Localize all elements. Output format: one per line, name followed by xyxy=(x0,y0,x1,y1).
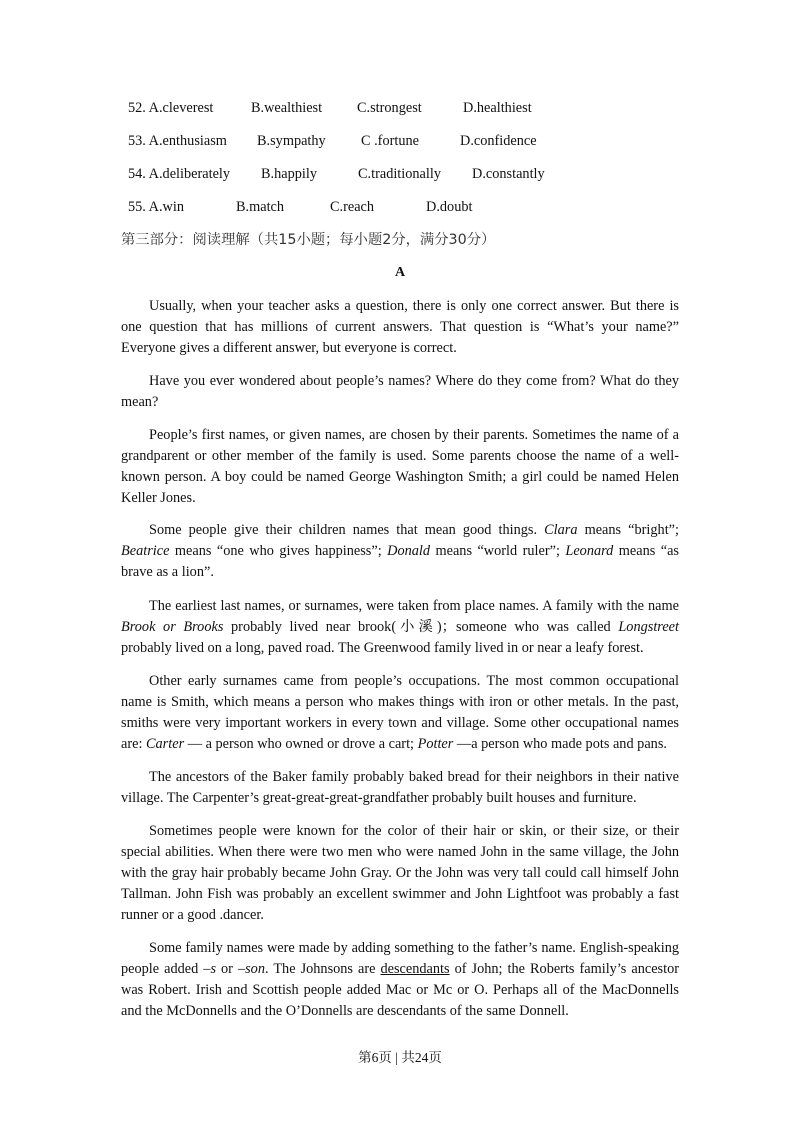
suffix-s: –s xyxy=(203,961,217,977)
paragraph-7 xyxy=(121,767,679,809)
option-55-a: 55. A.win xyxy=(128,199,185,215)
option-54-d: D.constantly xyxy=(472,166,545,182)
paragraph-4-text: means “one who gives happiness”; xyxy=(169,543,388,559)
paragraph-9-text: of John; the Roberts family’s ancestor was Robert. Irish and Scottish people added Mac or Mc or O. Perhaps all of the MacDonnells and the McDonnells and the O’Donnells are descendants of the same Donnell. xyxy=(121,961,680,1019)
paragraph-5-text: probably lived near brook(小溪)；someone who was called xyxy=(223,619,619,635)
paragraph-8 xyxy=(121,821,679,926)
name-potter: Potter xyxy=(417,736,454,752)
suffix-son: –son xyxy=(237,961,265,977)
page-footer: 第6页 | 共24页 xyxy=(358,1050,442,1065)
paragraph-5-text: The earliest last names, or surnames, were taken from place names. A family with the name xyxy=(149,598,679,614)
name-clara: Clara xyxy=(544,522,578,538)
paragraph-4 xyxy=(121,520,679,583)
paragraph-2 xyxy=(121,371,679,413)
paragraph-5 xyxy=(121,596,679,659)
option-53-d: D.confidence xyxy=(460,133,537,149)
paragraph-1 xyxy=(121,296,679,359)
option-54-a: 54. A.deliberately xyxy=(128,166,231,182)
paragraph-8-text: Sometimes people were known for the color of their hair or skin, or their size, or their special abilities. When there were two men who were named John in the same village, the John with the gray hair probably became John Gray. Or the John was very tall could call himself John Tallman. John Fish was probably an excellent swimmer and John Lightfoot was probably a fast runner or a good .dancer. xyxy=(121,823,679,923)
paragraph-1-text: Usually, when your teacher asks a question, there is only one correct answer. But there is one question that has millions of current answers. That question is “What’s your name?” Everyone gives a different answer, but everyone is correct. xyxy=(121,298,679,356)
option-53-b: B.sympathy xyxy=(257,133,326,149)
paragraph-9 xyxy=(121,938,679,1022)
passage-label: A xyxy=(394,265,406,280)
paragraph-4-text: Some people give their children names that mean good things. xyxy=(149,522,545,538)
section-heading: 第三部分：阅读理解（共15小题；每小题2分，满分30分） xyxy=(121,232,496,248)
option-53-c: C .fortune xyxy=(361,133,419,149)
paragraph-6 xyxy=(121,671,679,755)
paragraph-9-text: . The Johnsons are xyxy=(264,961,381,977)
paragraph-7-text: The ancestors of the Baker family probably baked bread for their neighbors in their native village. The Carpenter’s great-great-great-grandfather probably built houses and furniture. xyxy=(121,769,679,806)
option-54-c: C.traditionally xyxy=(358,166,441,182)
paragraph-3 xyxy=(121,425,679,509)
paragraph-3-text: People’s first names, or given names, are chosen by their parents. Sometimes the name of a grandparent or other member of the family is used. Some parents choose the name of a well-known person. A boy could be named George Washington Smith; a girl could be named Helen Keller Jones. xyxy=(121,427,679,506)
name-leonard: Leonard xyxy=(565,543,614,559)
option-55-d: D.doubt xyxy=(426,199,473,215)
underlined-word-descendants: descendants xyxy=(380,961,450,977)
option-53-a: 53. A.enthusiasm xyxy=(128,133,227,149)
option-54-b: B.happily xyxy=(261,166,317,182)
option-55-c: C.reach xyxy=(330,199,375,215)
paragraph-4-text: means “as brave as a lion”. xyxy=(121,543,679,580)
name-donald: Donald xyxy=(387,543,431,559)
paragraph-6-text: —a person who made pots and pans. xyxy=(453,736,667,752)
name-beatrice: Beatrice xyxy=(121,543,170,559)
paragraph-6-text: Other early surnames came from people’s occupations. The most common occupational name is Smith, which means a person who makes things with iron or other metals. In the past, smiths were very important workers in every town and village. Some other occupational names are: xyxy=(121,673,679,752)
name-brook: Brook or Brooks xyxy=(121,619,224,635)
name-longstreet: Longstreet xyxy=(618,619,679,635)
paragraph-9-text: or xyxy=(216,961,238,977)
paragraph-2-text: Have you ever wondered about people’s names? Where do they come from? What do they mean? xyxy=(121,373,679,410)
option-52-c: C.strongest xyxy=(357,100,422,116)
paragraph-6-text: — a person who owned or drove a cart; xyxy=(184,736,418,752)
name-carter: Carter xyxy=(146,736,185,752)
paragraph-4-text: means “world ruler”; xyxy=(430,543,566,559)
option-55-b: B.match xyxy=(236,199,285,215)
paragraph-4-text: means “bright”; xyxy=(577,522,679,538)
option-52-b: B.wealthiest xyxy=(251,100,323,116)
paragraph-5-text: probably lived on a long, paved road. The Greenwood family lived in or near a leafy forest. xyxy=(121,640,644,656)
option-52-a: 52. A.cleverest xyxy=(128,100,214,116)
paragraph-9-text: Some family names were made by adding something to the father’s name. English-speaking people added xyxy=(121,940,679,977)
option-52-d: D.healthiest xyxy=(463,100,532,116)
